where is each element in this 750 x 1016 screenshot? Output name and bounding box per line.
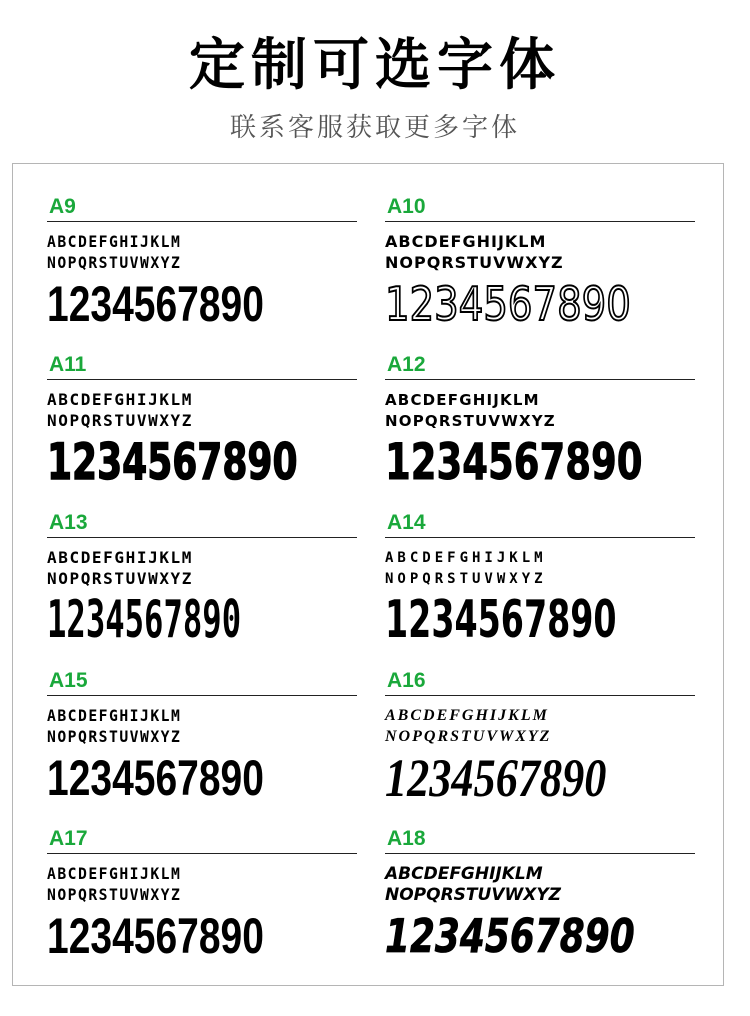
divider xyxy=(47,537,357,538)
uppercase-row-2: NOPQRSTUVWXYZ xyxy=(47,727,182,746)
font-sample-a16 xyxy=(385,668,695,818)
font-sample-a17 xyxy=(47,826,357,976)
digits-row: 1234567890 xyxy=(47,276,264,332)
uppercase-row-2: NOPQRSTUVWXYZ xyxy=(47,569,194,588)
divider xyxy=(47,379,357,380)
uppercase-row-2: NOPQRSTUVWXYZ xyxy=(385,885,561,905)
uppercase-row-1: ABCDEFGHIJKLM xyxy=(385,391,540,409)
font-label: A17 xyxy=(49,827,88,850)
uppercase-row-1: ABCDEFGHIJKLM xyxy=(47,232,182,251)
font-sample-a9 xyxy=(47,194,357,344)
font-label: A11 xyxy=(49,353,87,376)
uppercase-row-2: NOPQRSTUVWXYZ xyxy=(385,412,556,430)
page-title: 定制可选字体 xyxy=(189,33,561,98)
digits-row: 1234567890 xyxy=(385,590,617,650)
font-label: A18 xyxy=(387,827,426,850)
uppercase-row-1: ABCDEFGHIJKLM xyxy=(385,550,547,566)
divider xyxy=(47,853,357,854)
divider xyxy=(385,853,695,854)
uppercase-row-1: ABCDEFGHIJKLM xyxy=(385,864,543,884)
uppercase-row-1: ABCDEFGHIJKLM xyxy=(47,706,182,725)
page-subtitle: 联系客服获取更多字体 xyxy=(229,113,520,143)
uppercase-row-2: NOPQRSTUVWXYZ xyxy=(47,885,182,904)
font-label: A14 xyxy=(387,511,426,534)
font-sample-a15 xyxy=(47,668,357,818)
digits-row: 1234567890 xyxy=(47,908,264,964)
font-label: A9 xyxy=(49,195,76,218)
uppercase-row-1: ABCDEFGHIJKLM xyxy=(47,864,182,883)
digits-row: 1234567890 xyxy=(385,433,643,491)
font-sample-a11 xyxy=(47,352,357,502)
divider xyxy=(385,379,695,380)
font-sample-a14 xyxy=(385,510,695,660)
divider xyxy=(385,695,695,696)
font-sample-a12 xyxy=(385,352,695,502)
digits-row: 1234567890 xyxy=(385,909,635,963)
digits-row: 1234567890 xyxy=(385,748,607,808)
uppercase-row-1: ABCDEFGHIJKLM xyxy=(47,548,194,567)
uppercase-row-1: ABCDEFGHIJKLM xyxy=(47,390,194,409)
font-label: A16 xyxy=(387,669,426,692)
divider xyxy=(385,221,695,222)
uppercase-row-2: NOPQRSTUVWXYZ xyxy=(385,571,547,587)
uppercase-row-2: NOPQRSTUVWXYZ xyxy=(385,728,552,745)
uppercase-row-2: NOPQRSTUVWXYZ xyxy=(47,411,194,430)
font-label: A13 xyxy=(49,511,88,534)
font-samples-panel xyxy=(12,163,724,986)
uppercase-row-1: ABCDEFGHIJKLM xyxy=(385,707,549,724)
uppercase-row-2: NOPQRSTUVWXYZ xyxy=(47,253,182,272)
divider xyxy=(385,537,695,538)
font-label: A12 xyxy=(387,353,426,376)
divider xyxy=(47,221,357,222)
digits-row: 1234567890 xyxy=(385,277,631,331)
uppercase-row-1: ABCDEFGHIJKLM xyxy=(385,232,547,251)
font-label: A10 xyxy=(387,195,426,218)
divider xyxy=(47,695,357,696)
digits-row: 1234567890 xyxy=(47,750,264,806)
font-label: A15 xyxy=(49,669,88,692)
digits-row: 1234567890 xyxy=(47,433,298,491)
font-sample-a13 xyxy=(47,510,357,660)
uppercase-row-2: NOPQRSTUVWXYZ xyxy=(385,253,564,272)
digits-row: 1234567890 xyxy=(47,590,242,650)
font-sample-a10 xyxy=(385,194,695,344)
font-sample-a18 xyxy=(385,826,695,976)
